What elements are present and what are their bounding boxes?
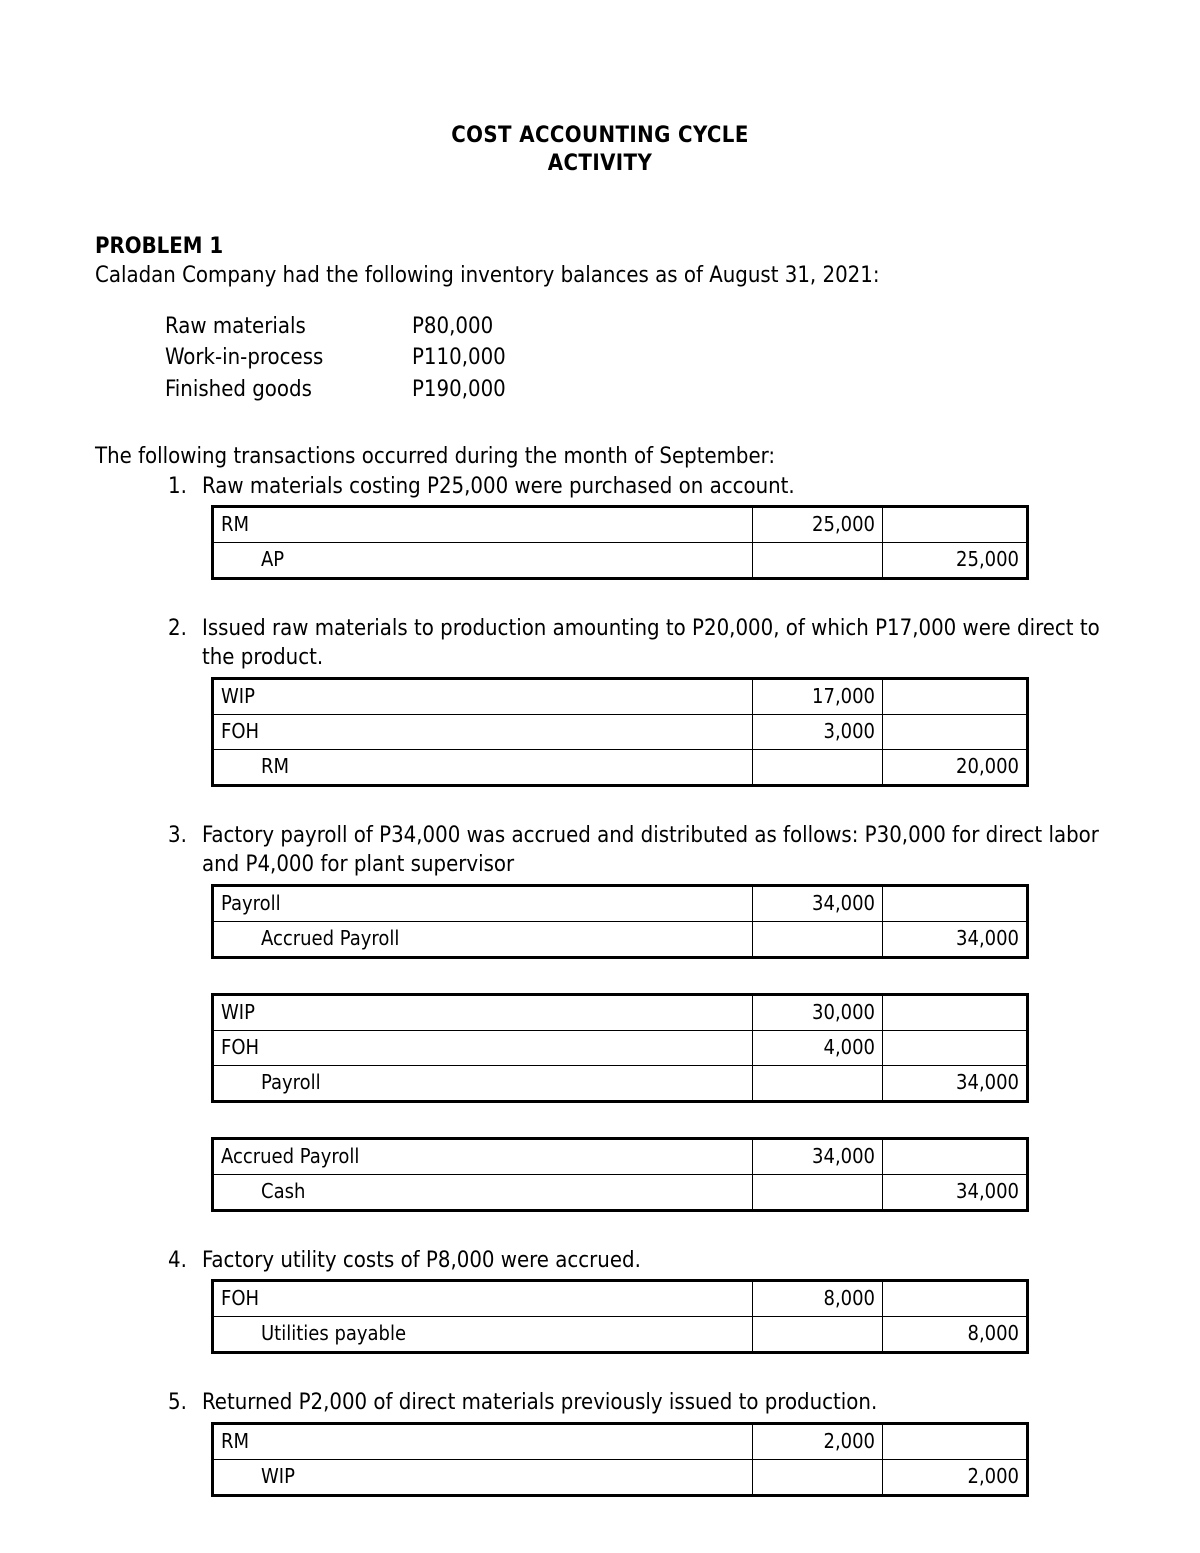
debit-amount-cell: 4,000 [753,1030,883,1065]
debit-amount-cell [753,749,883,785]
transaction-spacer [0,1354,1200,1388]
debit-amount-cell [753,1174,883,1210]
transaction-number: 3. [168,822,187,848]
account-name-cell: RM [213,507,753,543]
account-name-cell: Accrued Payroll [213,1138,753,1174]
journal-entry-row [213,1174,1028,1210]
journal-entry-table [211,1422,1029,1497]
transaction-item [168,1388,1127,1417]
transaction-number: 5. [168,1390,187,1416]
account-name-cell: Payroll [213,885,753,921]
credit-amount-cell [883,885,1028,921]
credit-amount-cell: 25,000 [883,543,1028,579]
journal-entry-table [211,1279,1029,1354]
transaction-item [168,614,1127,673]
balance-row [165,311,1200,343]
debit-amount-cell: 34,000 [753,1138,883,1174]
balance-value: P190,000 [412,376,506,402]
table-spacer [0,959,1200,989]
journal-entry-row [213,921,1028,957]
transaction-spacer [0,1212,1200,1246]
credit-amount-cell [883,1423,1028,1459]
journal-entry-table [211,993,1029,1103]
credit-amount-cell [883,678,1028,714]
transaction-spacer [0,787,1200,821]
account-name-cell: RM [213,1423,753,1459]
credit-amount-cell: 34,000 [883,1065,1028,1101]
journal-entry-row [213,749,1028,785]
balance-row [165,342,1200,374]
account-name-cell: Accrued Payroll [213,921,753,957]
journal-entry-row [213,1138,1028,1174]
account-name-cell: FOH [213,1030,753,1065]
debit-amount-cell: 25,000 [753,507,883,543]
balance-value: P110,000 [412,345,506,371]
journal-entry-row [213,1459,1028,1495]
account-name-cell: AP [213,543,753,579]
debit-amount-cell: 8,000 [753,1281,883,1317]
journal-entry-row [213,1030,1028,1065]
account-name-cell: Utilities payable [213,1317,753,1353]
journal-entry-table [211,1137,1029,1212]
credit-amount-cell: 2,000 [883,1459,1028,1495]
journal-entry-row [213,1065,1028,1101]
debit-amount-cell [753,921,883,957]
balance-label: Work-in-process [165,345,324,371]
transaction-text: Returned P2,000 of direct materials previously issued to production. [202,1390,878,1416]
debit-amount-cell: 3,000 [753,714,883,749]
transaction-text: Factory utility costs of P8,000 were accrued. [202,1247,641,1273]
balance-label: Finished goods [165,376,312,402]
journal-entry-row [213,1423,1028,1459]
credit-amount-cell [883,507,1028,543]
journal-entry-row [213,678,1028,714]
journal-entry-row [213,885,1028,921]
journal-entry-row [213,1281,1028,1317]
journal-entry-row [213,507,1028,543]
debit-amount-cell [753,1317,883,1353]
debit-amount-cell: 34,000 [753,885,883,921]
inventory-balances-list [165,311,1200,406]
journal-entry-row [213,994,1028,1030]
debit-amount-cell [753,543,883,579]
balance-value: P80,000 [412,313,494,339]
account-name-cell: FOH [213,714,753,749]
credit-amount-cell [883,1281,1028,1317]
debit-amount-cell [753,1459,883,1495]
transactions-intro-text: The following transactions occurred during the month of September: [95,443,776,469]
transaction-text: Factory payroll of P34,000 was accrued and distributed as follows: P30,000 for direct labor and P4,000 for plant supervisor [202,822,1099,878]
transaction-item [168,821,1127,880]
transaction-item [168,1246,1127,1275]
account-name-cell: Cash [213,1174,753,1210]
problem-intro-text: Caladan Company had the following inventory balances as of August 31, 2021: [95,262,880,288]
journal-entry-row [213,543,1028,579]
account-name-cell: WIP [213,1459,753,1495]
debit-amount-cell: 30,000 [753,994,883,1030]
balance-label: Raw materials [165,313,306,339]
transactions-list [0,472,1200,1531]
document-title-block [0,0,1200,178]
transaction-item [168,472,1127,501]
transaction-text: Issued raw materials to production amounting to P20,000, of which P17,000 were direct to the product. [202,616,1100,671]
credit-amount-cell [883,1138,1028,1174]
account-name-cell: WIP [213,678,753,714]
account-name-cell: FOH [213,1281,753,1317]
credit-amount-cell [883,994,1028,1030]
account-name-cell: WIP [213,994,753,1030]
account-name-cell: RM [213,749,753,785]
account-name-cell: Payroll [213,1065,753,1101]
credit-amount-cell [883,714,1028,749]
transaction-number: 2. [168,616,187,641]
transaction-number: 1. [168,473,187,499]
transaction-number: 4. [168,1247,187,1273]
journal-entry-table [211,505,1029,580]
transaction-spacer [0,580,1200,614]
credit-amount-cell: 34,000 [883,1174,1028,1210]
problem-heading: PROBLEM 1 [95,234,224,260]
transaction-spacer [0,1497,1200,1531]
credit-amount-cell [883,1030,1028,1065]
credit-amount-cell: 20,000 [883,749,1028,785]
debit-amount-cell [753,1065,883,1101]
balance-row [165,374,1200,406]
debit-amount-cell: 17,000 [753,678,883,714]
debit-amount-cell: 2,000 [753,1423,883,1459]
table-spacer [0,1103,1200,1133]
journal-entry-row [213,714,1028,749]
credit-amount-cell: 34,000 [883,921,1028,957]
document-title-line-2: ACTIVITY [547,151,653,177]
document-title-line-1: COST ACCOUNTING CYCLE [451,123,749,148]
credit-amount-cell: 8,000 [883,1317,1028,1353]
journal-entry-row [213,1317,1028,1353]
journal-entry-table [211,884,1029,959]
journal-entry-table [211,677,1029,787]
transaction-text: Raw materials costing P25,000 were purchased on account. [202,473,795,499]
